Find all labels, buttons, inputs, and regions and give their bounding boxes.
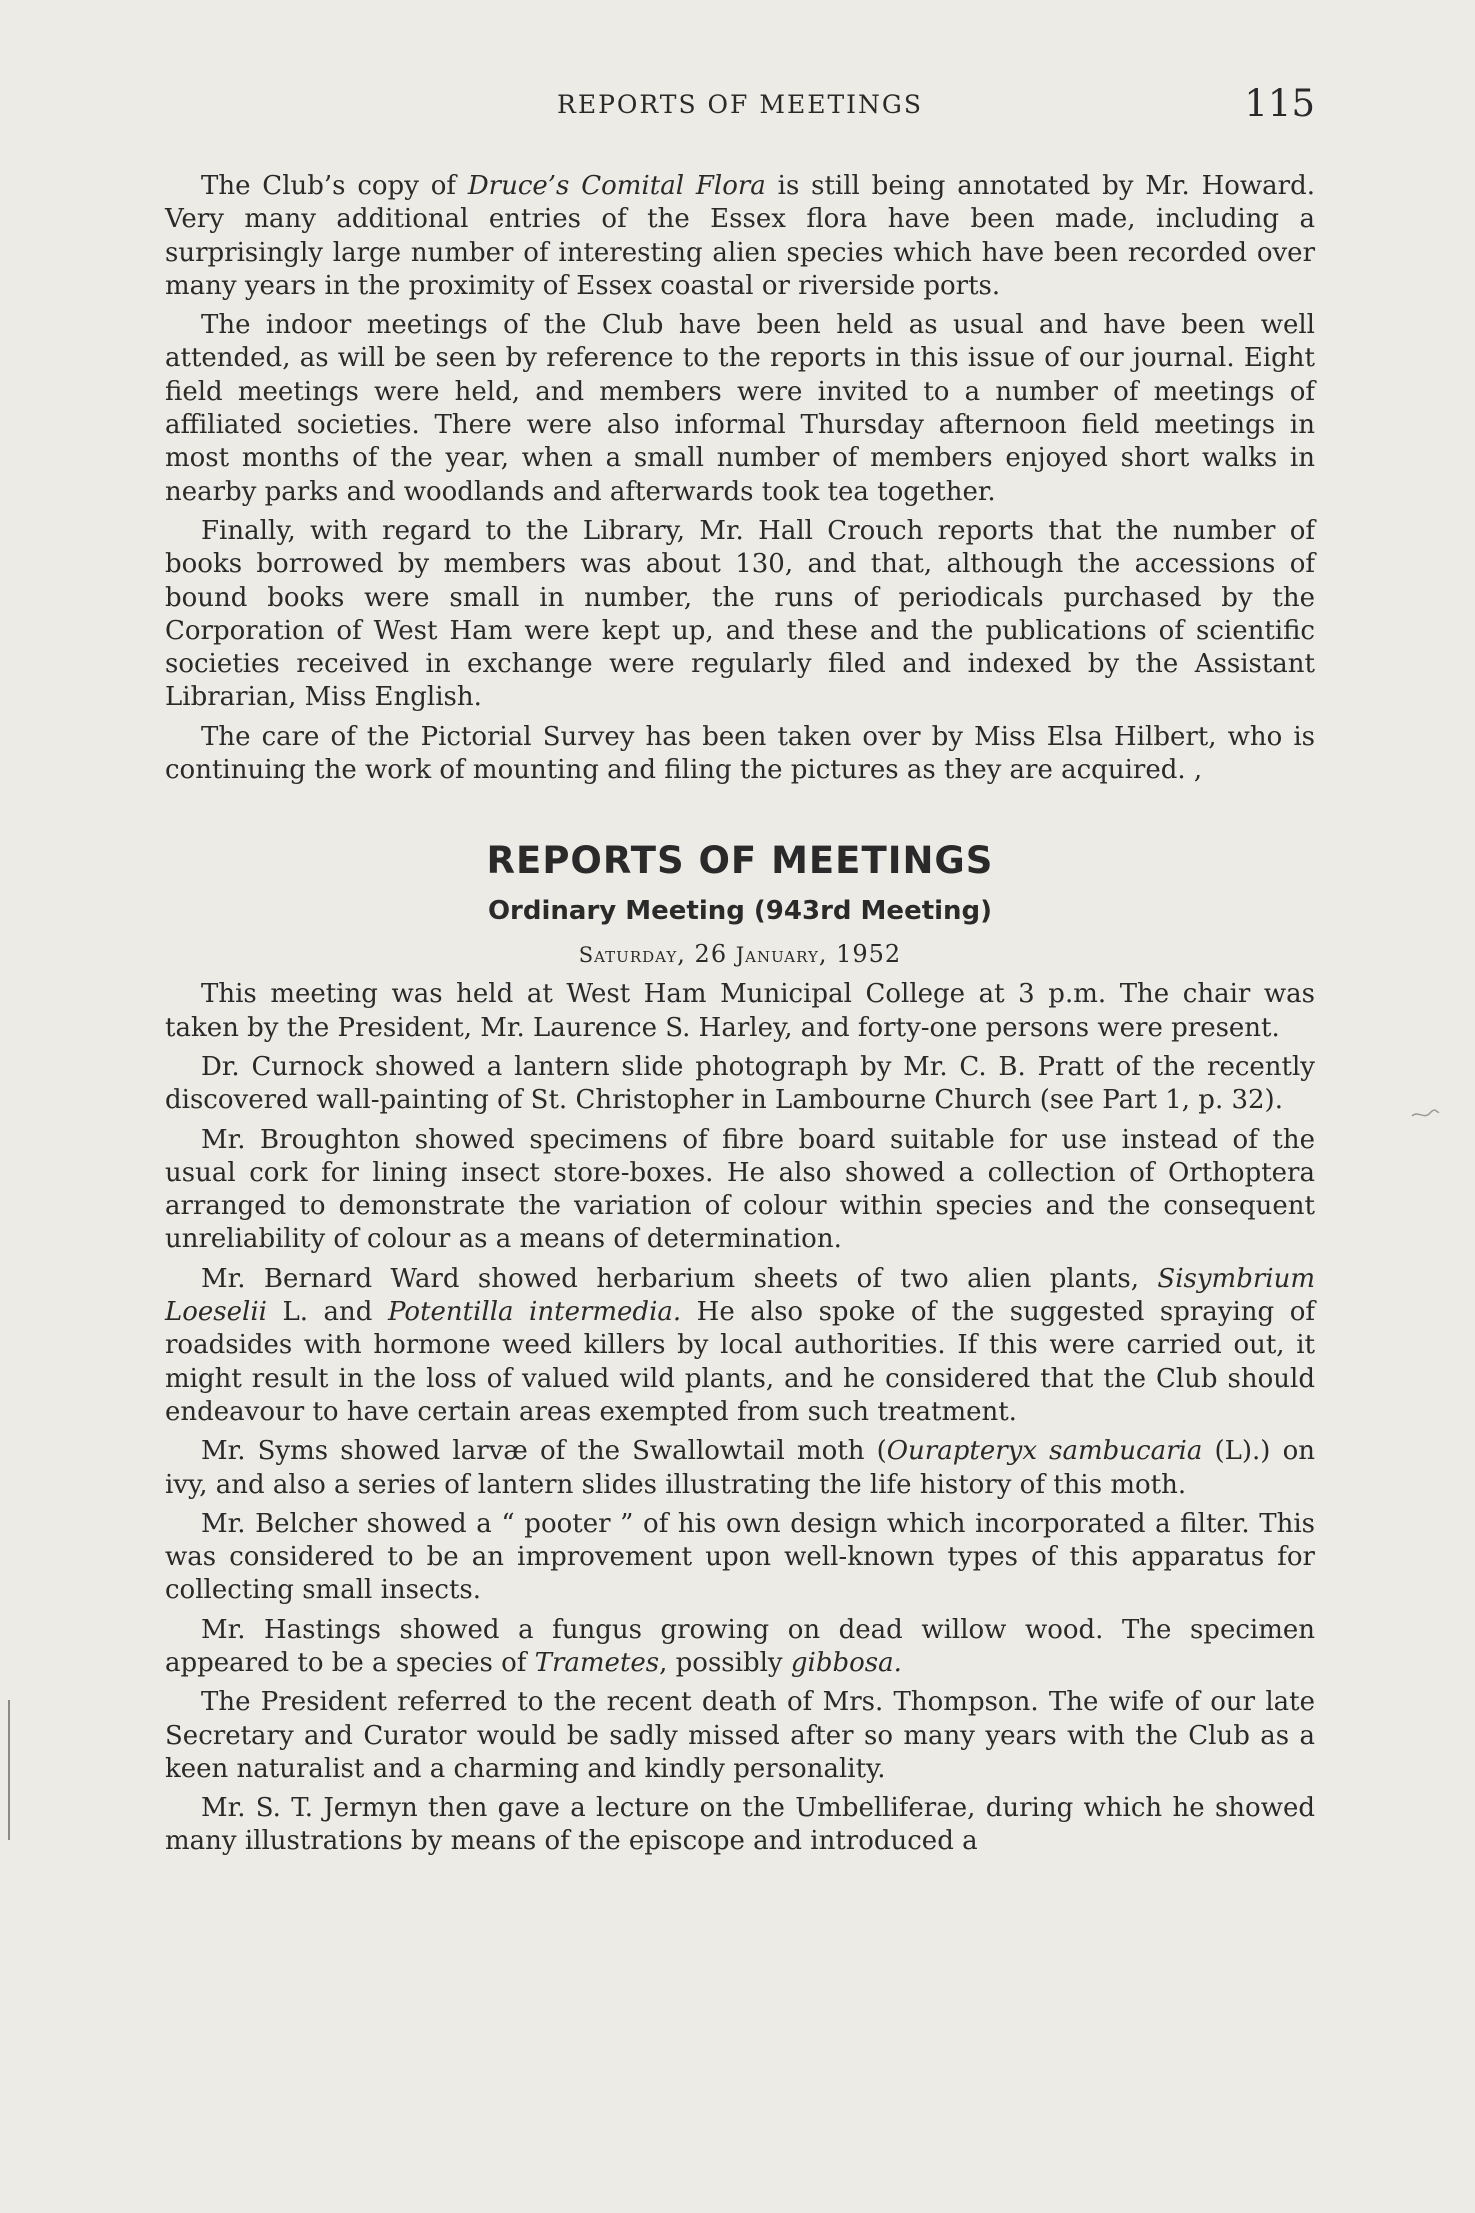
italic-species: Sisymbrium Loeselii [165,1263,1315,1328]
date-year: 1952 [836,940,902,969]
meeting-paragraph-3: Mr. Broughton showed specimens of fibre board suitable for use instead of the usual cork for lining insect store-boxes. He also showed a collection of Orthoptera arranged to demonstrate the variation of colour within species and the consequent unreliability of colour as a means of determination. [165,1124,1315,1255]
italic-title: Druce’s Comital Flora [467,171,766,201]
intro-paragraph-3: Finally, with regard to the Library, Mr. Hall Crouch reports that the number of books borrowed by members was about 130, and that, although the accessions of bound books were small in number, the runs of periodicals purchased by the Corporation of West Ham were kept up, and these and the publications of scientific societies received in exchange were regularly filed and indexed by the Assistant Librarian, Miss English. [165,515,1315,713]
ink-mark-icon [1410,1108,1440,1120]
text-run: , possibly [659,1647,791,1678]
text-run: (L).) on ivy, and also a series of lantern slides illustrating the life history of this moth. [165,1436,1315,1500]
date-weekday: Saturday [578,943,678,968]
meeting-paragraph-8: The President referred to the recent death of Mrs. Thompson. The wife of our late Secretary and Curator would be sadly missed after so many years with the Club as a keen naturalist and a charming and kindly personality. [165,1687,1315,1784]
intro-paragraph-1 [165,170,1315,303]
date-month: January [735,943,819,968]
meeting-paragraph-2: Dr. Curnock showed a lantern slide photograph by Mr. C. B. Pratt of the recently discovered wall-painting of St. Christopher in Lambourne Church (see Part 1, p. 32). [165,1051,1315,1116]
italic-species: gibbosa. [790,1647,902,1678]
meeting-paragraph-4 [165,1263,1315,1429]
meeting-paragraph-7 [165,1614,1315,1681]
section-title: REPORTS OF MEETINGS [486,839,994,883]
meeting-paragraph-1: This meeting was held at West Ham Municipal College at 3 p.m. The chair was taken by the President, Mr. Laurence S. Harley, and forty-one persons were present. [165,979,1315,1043]
running-title: REPORTS OF MEETINGS [557,90,923,119]
meeting-title: Ordinary Meeting (943rd Meeting) [487,896,993,927]
page-number: 115 [1244,82,1315,125]
italic-species: Potentilla intermedia. [387,1297,682,1328]
date-day: 26 [694,940,728,969]
running-head [165,82,1315,132]
text-run: Mr. Hastings showed a fungus growing on dead willow wood. The specimen appeared to be a species of [165,1614,1315,1678]
intro-paragraph-2: The indoor meetings of the Club have been held as usual and have been well attended, as will be seen by reference to the reports in this issue of our journal. Eight field meetings were held, and members were invited to a number of meetings of affiliated societies. There were also informal Thursday afternoon field meetings in most months of the year, when a small number of members enjoyed short walks in nearby parks and woodlands and afterwards took tea together. [165,310,1315,507]
meeting-paragraph-5 [165,1435,1315,1502]
text-run: Mr. Syms showed larvæ of the Swallowtail moth ( [201,1436,887,1467]
italic-genus: Trametes [534,1647,660,1678]
text-run: Mr. Bernard Ward showed herbarium sheets of two alien plants, [201,1263,1158,1294]
text-run: L. and [266,1297,388,1328]
text-run: The Club’s copy of [201,171,468,201]
text-run: He also spoke of the suggested spraying of roadsides with hormone weed killers by local authorities. If this were carried out, it might result in the loss of valued wild plants, and he considered that the Club should endeavour to have certain areas exempted from such treatment. [165,1297,1315,1427]
intro-paragraph-4: The care of the Pictorial Survey has been taken over by Miss Elsa Hilbert, who is continuing the work of mounting and filing the pictures as they are acquired. , [165,721,1315,786]
body-text [165,170,1315,1865]
meeting-paragraph-6: Mr. Belcher showed a “ pooter ” of his own design which incorporated a filter. This was considered to be an improvement upon well-known types of this apparatus for collecting small insects. [165,1508,1315,1606]
text-run: is still being annotated by Mr. Howard. Very many additional entries of the Essex flora have been made, including a surprisingly large number of interesting alien species which have been recorded over many years in the proximity of Essex coastal or riverside ports. [165,171,1316,301]
page-edge-mark [8,1700,10,1840]
meeting-paragraph-9: Mr. S. T. Jermyn then gave a lecture on the Umbelliferae, during which he showed many illustrations by means of the episcope and introduced a [165,1793,1315,1857]
meeting-date: Saturday, 26 January, 1952 [578,940,902,969]
italic-species: Ourapteryx sambucaria [886,1436,1203,1467]
